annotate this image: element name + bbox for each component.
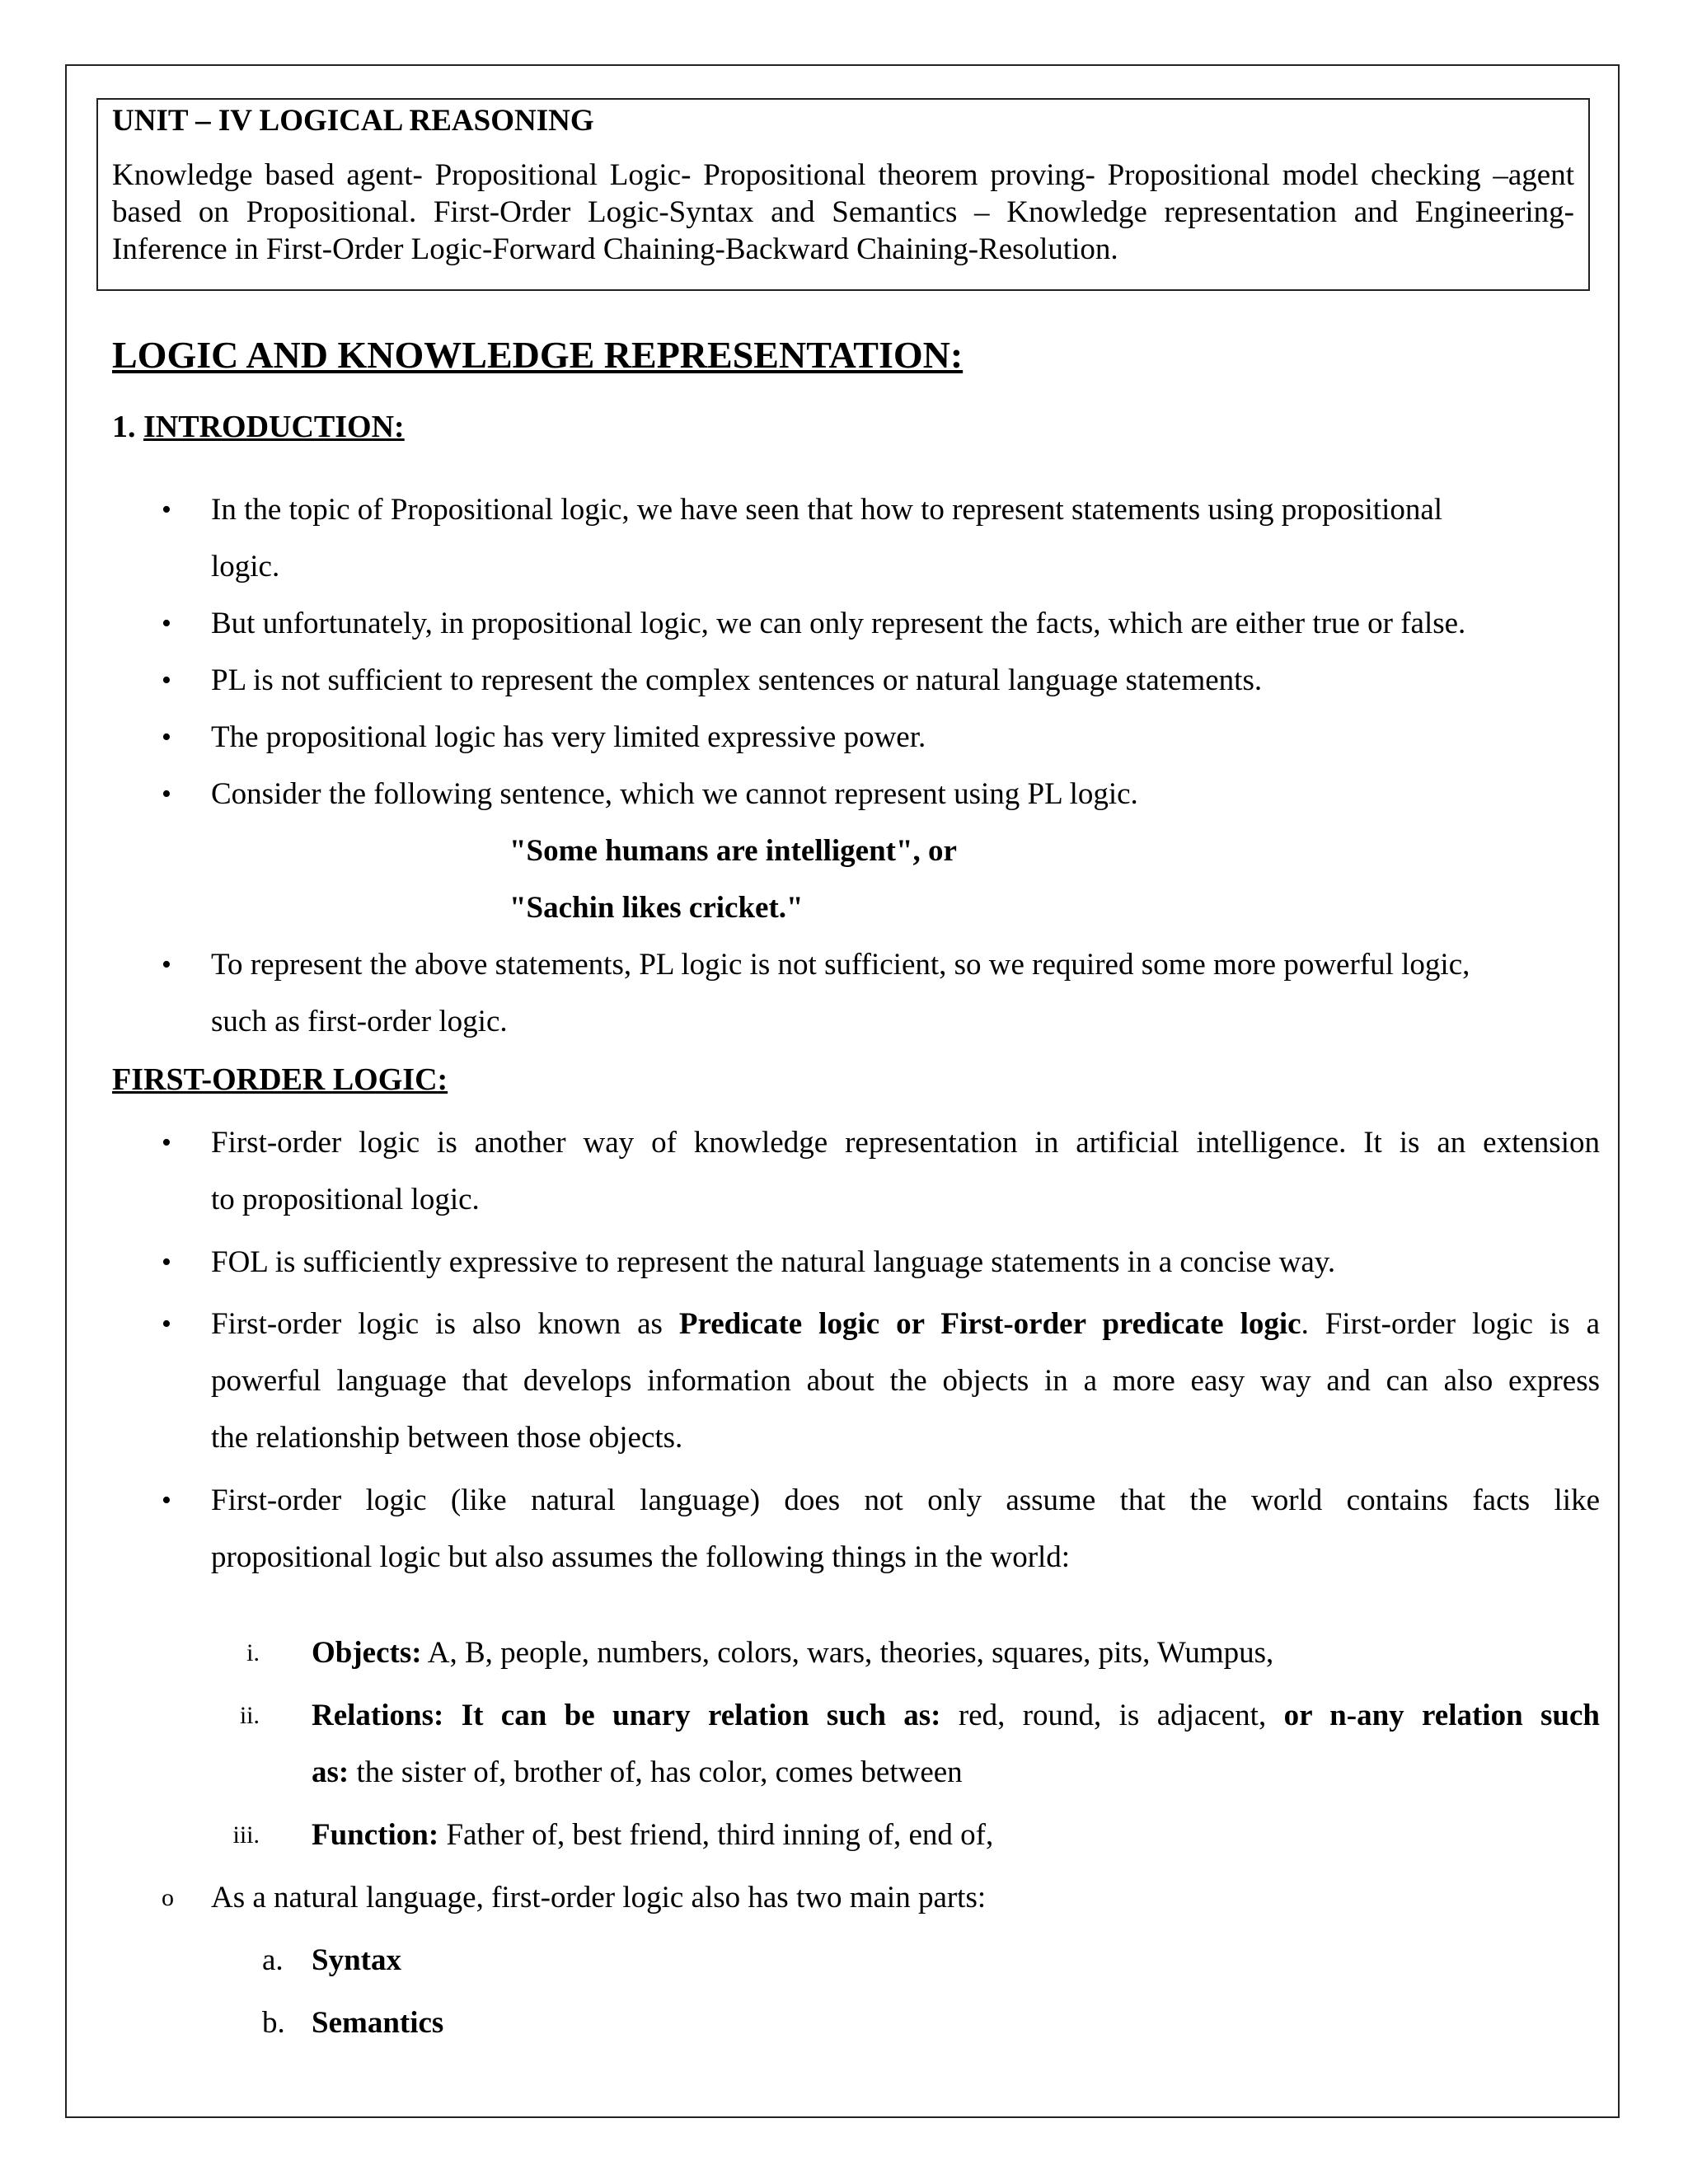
item-relations-label: Relations: [312, 1699, 444, 1732]
item-relations-text-1: red, round, is adjacent, [940, 1699, 1267, 1732]
fol-bullet-3-bold: Predicate logic or First-order predicate logic [678, 1307, 1301, 1341]
item-objects-text: A, B, people, numbers, colors, wars, theories, squares, pits, Wumpus, [421, 1636, 1274, 1670]
fol-bullet-4-line-1: First-order logic (like natural language) does not only assume that the world contains facts like [211, 1483, 1600, 1517]
item-numeral: iii. [232, 1821, 260, 1849]
part-letter: b. [262, 2006, 285, 2040]
item-relations-bold-2: or n-any relation such [1266, 1699, 1600, 1732]
section-number: 1. [112, 410, 136, 444]
quote-1: "Some humans are intelligent", or [509, 834, 957, 868]
bullet-marker: • [162, 608, 171, 639]
parts-intro: As a natural language, first-order logic also has two main parts: [211, 1881, 987, 1915]
bullet-marker: • [162, 1485, 171, 1516]
intro-bullet-3: PL is not sufficient to represent the complex sentences or natural language statements. [211, 663, 1263, 697]
fol-bullet-4-line-2: propositional logic but also assumes the following things in the world: [211, 1540, 1071, 1574]
item-relations-line-2-bold: as: [312, 1755, 349, 1789]
item-objects-label: Objects: [312, 1636, 422, 1670]
fol-bullet-3-line-1 [211, 1305, 1600, 1343]
item-objects [312, 1634, 1273, 1672]
bullet-marker: • [162, 1309, 171, 1339]
fol-bullet-1-line-2: to propositional logic. [211, 1183, 480, 1216]
intro-bullet-1-line-2: logic. [211, 550, 280, 583]
intro-bullet-4: The propositional logic has very limited expressive power. [211, 720, 926, 754]
part-semantics: Semantics [312, 2006, 444, 2040]
bullet-marker: • [162, 1247, 171, 1277]
fol-bullet-2: FOL is sufficiently expressive to represent the natural language statements in a concise way. [211, 1245, 1336, 1279]
quote-2: "Sachin likes cricket." [509, 891, 804, 925]
item-numeral: i. [246, 1639, 260, 1666]
item-numeral: ii. [239, 1702, 260, 1729]
item-function-label: Function: [312, 1818, 439, 1852]
unit-summary-box [96, 98, 1590, 291]
unit-title: UNIT – IV LOGICAL REASONING [112, 104, 594, 138]
fol-bullet-3-line-2: powerful language that develops information about the objects in a more easy way and can also express [211, 1364, 1600, 1398]
fol-bullet-1-line-1: First-order logic is another way of knowledge representation in artificial intelligence. It is an extension [211, 1126, 1600, 1160]
intro-bullet-1-line-1: In the topic of Propositional logic, we have seen that how to represent statements using propositional [211, 493, 1443, 527]
intro-heading-text: INTRODUCTION: [143, 410, 405, 444]
part-syntax: Syntax [312, 1943, 401, 1977]
intro-bullet-2: But unfortunately, in propositional logic, we can only represent the facts, which are either true or false. [211, 607, 1466, 640]
intro-bullet-6-line-1: To represent the above statements, PL logic is not sufficient, so we required some more powerful logic, [211, 948, 1470, 982]
intro-bullet-6-line-2: such as first-order logic. [211, 1005, 508, 1038]
item-function [312, 1816, 993, 1854]
bullet-marker: • [162, 665, 171, 696]
item-function-text: Father of, best friend, third inning of, end of, [438, 1818, 994, 1852]
bullet-marker: • [162, 779, 171, 809]
item-relations-line-2 [312, 1754, 963, 1792]
part-letter: a. [262, 1943, 284, 1977]
item-relations-line-1 [312, 1697, 1600, 1735]
fol-bullet-3-line-3: the relationship between those objects. [211, 1421, 683, 1455]
item-relations-line-2-text: the sister of, brother of, has color, comes between [349, 1755, 963, 1789]
bullet-marker: • [162, 494, 171, 525]
bullet-marker: • [162, 722, 171, 752]
unit-description: Knowledge based agent- Propositional Logic- Propositional theorem proving- Propositional model checking –agent based on Propositional. First-Order Logic-Syntax and Semantics – Knowledge representation and Engineering- Inference in First-Order Logic-Forward Chaining-Backward Chaining-Resolution. [112, 158, 1574, 266]
intro-heading [112, 407, 405, 447]
fol-bullet-3-suffix: . First-order logic is a [1301, 1307, 1601, 1341]
bullet-marker: • [162, 1127, 171, 1158]
intro-bullet-5: Consider the following sentence, which we cannot represent using PL logic. [211, 777, 1138, 811]
bullet-marker: • [162, 949, 171, 980]
fol-heading: FIRST-ORDER LOGIC: [112, 1062, 448, 1097]
fol-bullet-3-prefix: First-order logic is also known as [211, 1307, 663, 1341]
main-heading: LOGIC AND KNOWLEDGE REPRESENTATION: [112, 334, 964, 376]
item-relations-bold-1: It can be unary relation such as: [443, 1699, 941, 1732]
circle-bullet-marker: o [162, 1884, 174, 1911]
